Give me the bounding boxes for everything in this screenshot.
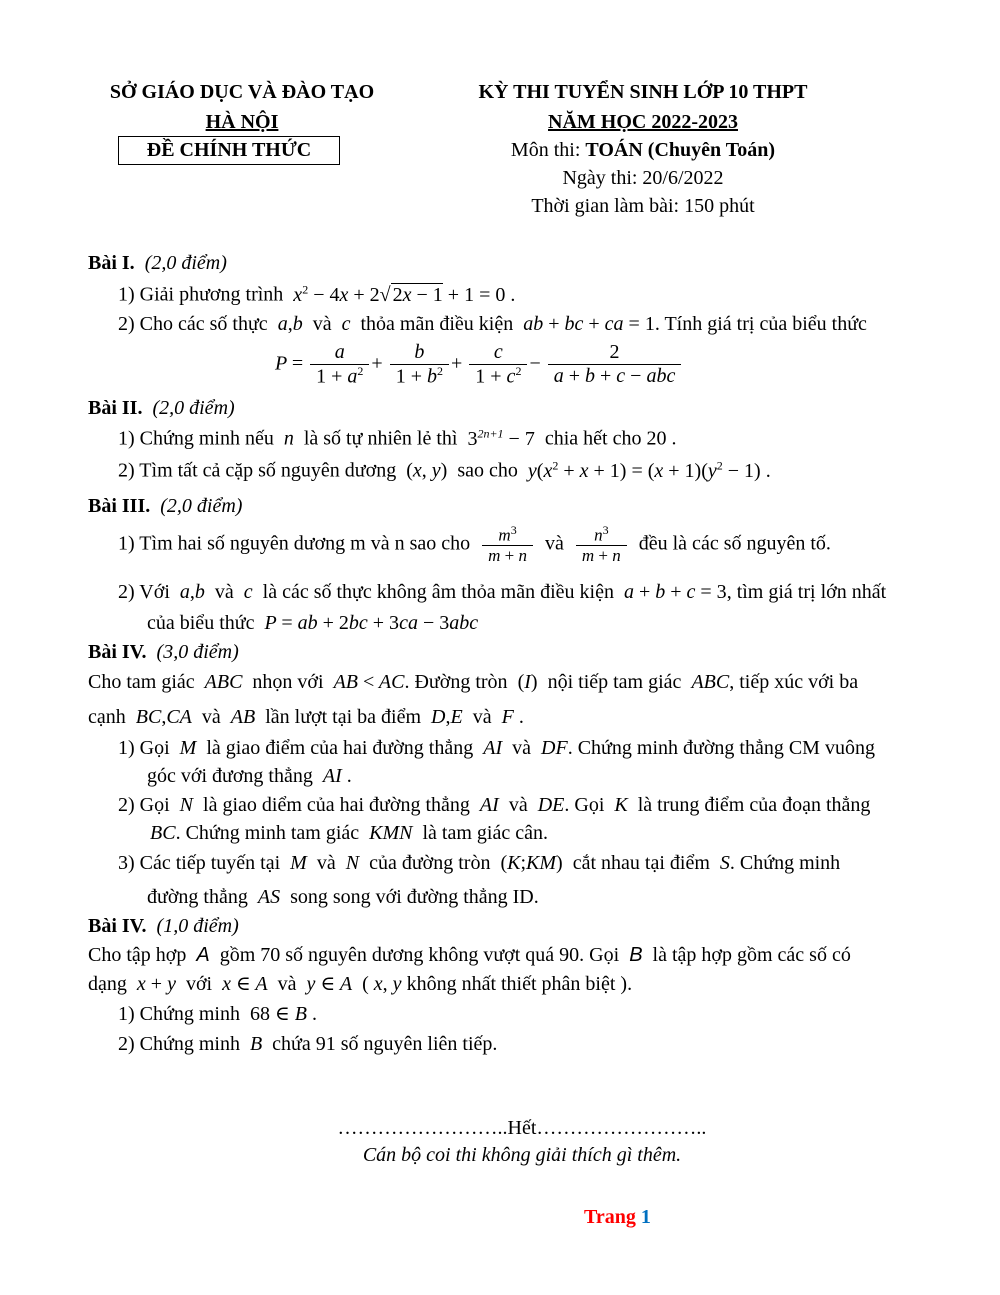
section-2-heading: Bài II. (2,0 điểm) [88, 397, 235, 419]
end-of-exam-line: ……………………..Hết…………………….. [337, 1117, 707, 1139]
header-exam-title: KỲ THI TUYỂN SINH LỚP 10 THPT [478, 81, 808, 103]
proctor-note: Cán bộ coi thi không giải thích gì thêm. [362, 1144, 682, 1166]
section-3-question-2-cont: của biểu thức P = ab + 2bc + 3ca − 3abc [147, 612, 479, 634]
section-3-heading: Bài III. (2,0 điểm) [88, 495, 243, 517]
section-1-heading: Bài I. (2,0 điểm) [88, 252, 227, 274]
section-3-question-1: 1) Tìm hai số nguyên dương m và n sao cho $\frac{m^3}{m + n}$ và $\frac{n^3}{m + n}$ đều là các số nguyên tố. [118, 523, 831, 566]
section-4-question-3-cont: đường thẳng AS song song với đường thẳng ID. [147, 886, 539, 908]
section-5-heading: Bài IV. (1,0 điểm) [88, 915, 239, 937]
section-4-question-1-cont: góc với đương thẳng AI . [147, 765, 352, 787]
header-subject: Môn thi: TOÁN (Chuyên Toán) [510, 139, 776, 161]
section-5-question-2: 2) Chứng minh B chứa 91 số nguyên liên tiếp. [118, 1033, 498, 1055]
page-number: Trang 1 [584, 1206, 651, 1228]
header-city: HÀ NỘI [205, 111, 279, 133]
section-4-question-1: 1) Gọi M là giao điểm của hai đường thẳng AI và DF. Chứng minh đường thẳng CM vuông [118, 737, 875, 759]
header-duration: Thời gian làm bài: 150 phút [531, 195, 755, 217]
section-4-question-3: 3) Các tiếp tuyến tại M và N của đường tròn (K;KM) cắt nhau tại điểm S. Chứng minh [118, 852, 841, 874]
section-5-question-1: 1) Chứng minh 68 ∈ B . [118, 1003, 317, 1025]
formula-p-expression: P = $\frac{a}{1 + a^2}$ + $\frac{b}{1 + b^2}$ + $\frac{c}{1 + c^2}$ − $\frac{2}{\text{a + b + c − abc}}$ [275, 341, 683, 389]
section-1-question-2: 2) Cho các số thực a,b và c thỏa mãn điều kiện ab + bc + ca = 1. Tính giá trị của biểu thức [118, 313, 867, 335]
section-4-intro-1: Cho tam giác ABC nhọn với AB < AC. Đường tròn (I) nội tiếp tam giác ABC, tiếp xúc với ba [88, 671, 859, 693]
section-1-question-1: 1) Giải phương trình $x^2 - 4x + 2√$ 2x − 1 + 1 = 0 . [118, 282, 516, 306]
section-4-intro-2: cạnh BC,CA và AB lần lượt tại ba điểm D,E và F . [88, 706, 524, 728]
header-school-year: NĂM HỌC 2022-2023 [548, 111, 738, 133]
section-4-question-2-cont: BC. Chứng minh tam giác KMN là tam giác cân. [150, 822, 548, 844]
section-5-intro-1: Cho tập hợp A gồm 70 số nguyên dương không vượt quá 90. Gọi B là tập hợp gồm các số có [88, 944, 851, 966]
section-4-question-2: 2) Gọi N là giao diểm của hai đường thẳng AI và DE. Gọi K là trung điểm của đoạn thẳng [118, 794, 871, 816]
section-5-intro-2: dạng x + y với x ∈ A và y ∈ A ( x, y không nhất thiết phân biệt ). [88, 973, 633, 995]
section-3-question-2: 2) Với a,b và c là các số thực không âm thỏa mãn điều kiện a + b + c = 3, tìm giá trị lớn nhất [118, 581, 887, 603]
header-official-stamp: ĐỀ CHÍNH THỨC [118, 136, 340, 165]
header-department: SỞ GIÁO DỤC VÀ ĐÀO TẠO [109, 81, 375, 103]
section-2-question-2: 2) Tìm tất cả cặp số nguyên dương (x, y) sao cho $y(x^2 + x + 1) = (x + 1)(y^2 - 1)$ . [118, 458, 771, 482]
section-4-heading: Bài IV. (3,0 điểm) [88, 641, 239, 663]
section-2-question-1: 1) Chứng minh nếu n là số tự nhiên lẻ thì $3^{2n+1} - 7$ chia hết cho 20 . [118, 426, 677, 450]
header-date: Ngày thi: 20/6/2022 [562, 167, 724, 189]
